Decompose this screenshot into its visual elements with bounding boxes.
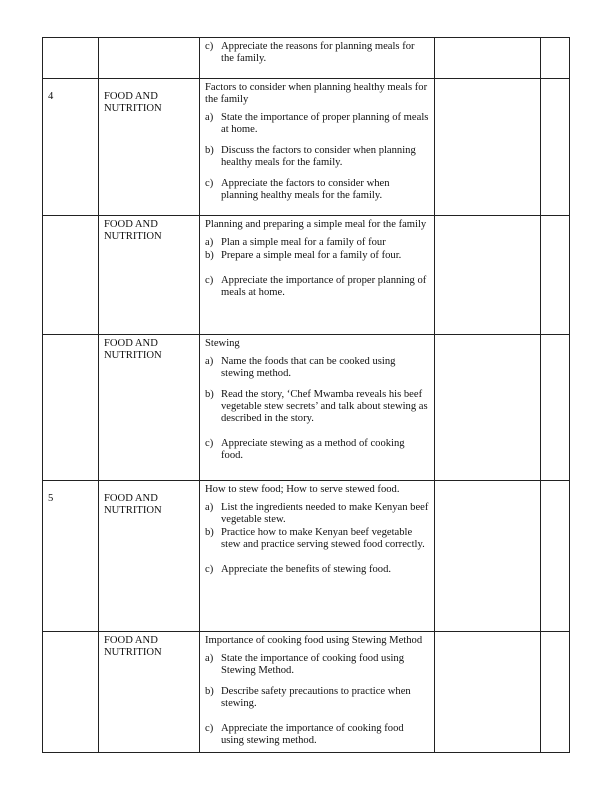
item-label: a) <box>205 112 214 123</box>
week-cell <box>43 335 99 481</box>
item-text: Read the story, ‘Chef Mwamba reveals his beef vegetable stew secrets’ and talk about stewing as described in the story. <box>221 389 428 424</box>
item-label: c) <box>205 438 214 449</box>
topic-title: Stewing <box>205 338 240 349</box>
table-row <box>43 38 570 79</box>
outcomes-cell <box>200 216 435 335</box>
item-label: c) <box>205 178 214 189</box>
table-row <box>43 335 570 481</box>
outcome-item <box>205 41 429 65</box>
topic-title: Planning and preparing a simple meal for the family <box>205 219 427 230</box>
item-label: a) <box>205 653 214 664</box>
item-text: Appreciate the reasons for planning meals for the family. <box>221 41 415 64</box>
item-text: Practice how to make Kenyan beef vegetable stew and practice serving stewed food correctly. <box>221 527 425 550</box>
item-label: a) <box>205 237 214 248</box>
outcome-item <box>205 653 429 677</box>
item-text: Prepare a simple meal for a family of four. <box>221 250 402 261</box>
outcome-item <box>205 686 429 710</box>
item-text: Appreciate stewing as a method of cooking food. <box>221 438 405 461</box>
outcome-item <box>205 502 429 526</box>
subject-cell: FOOD AND NUTRITION <box>99 335 200 481</box>
item-label: c) <box>205 275 214 286</box>
item-text: Describe safety precautions to practice when stewing. <box>221 686 411 709</box>
empty-cell <box>435 481 541 632</box>
outcome-item <box>205 356 429 380</box>
empty-cell <box>541 481 570 632</box>
item-label: a) <box>205 502 214 513</box>
item-text: List the ingredients needed to make Kenyan beef vegetable stew. <box>221 502 429 525</box>
table-row <box>43 216 570 335</box>
table-row <box>43 632 570 753</box>
empty-cell <box>541 38 570 79</box>
item-text: Appreciate the benefits of stewing food. <box>221 564 392 575</box>
item-label: a) <box>205 356 214 367</box>
outcome-item <box>205 723 429 747</box>
outcome-item <box>205 275 429 299</box>
outcomes-cell <box>200 38 435 79</box>
empty-cell <box>435 38 541 79</box>
outcomes-cell <box>200 335 435 481</box>
outcome-item <box>205 564 429 576</box>
item-label: b) <box>205 250 214 261</box>
outcomes-cell <box>200 632 435 753</box>
item-label: b) <box>205 527 214 538</box>
subject-cell: FOOD AND NUTRITION <box>99 481 200 632</box>
outcome-item <box>205 527 429 551</box>
table-row <box>43 481 570 632</box>
empty-cell <box>541 632 570 753</box>
subject-cell: FOOD AND NUTRITION <box>99 216 200 335</box>
outcome-item <box>205 145 429 169</box>
item-text: Appreciate the factors to consider when planning healthy meals for the family. <box>221 178 390 201</box>
week-cell <box>43 632 99 753</box>
item-label: b) <box>205 686 214 697</box>
subject-cell: FOOD AND NUTRITION <box>99 632 200 753</box>
outcome-item <box>205 438 429 462</box>
week-cell: 5 <box>43 481 99 632</box>
empty-cell <box>435 216 541 335</box>
empty-cell <box>541 335 570 481</box>
empty-cell <box>541 79 570 216</box>
item-text: State the importance of cooking food using Stewing Method. <box>221 653 404 676</box>
empty-cell <box>435 335 541 481</box>
outcome-item <box>205 178 429 202</box>
empty-cell <box>435 632 541 753</box>
week-cell: 4 <box>43 79 99 216</box>
item-text: Appreciate the importance of cooking food using stewing method. <box>221 723 404 746</box>
outcomes-cell <box>200 79 435 216</box>
item-text: Name the foods that can be cooked using stewing method. <box>221 356 396 379</box>
item-label: c) <box>205 723 214 734</box>
outcome-item <box>205 250 429 262</box>
item-text: Discuss the factors to consider when planning healthy meals for the family. <box>221 145 416 168</box>
outcome-item <box>205 237 429 249</box>
item-text: Appreciate the importance of proper planning of meals at home. <box>221 275 427 298</box>
outcome-item <box>205 112 429 136</box>
item-label: c) <box>205 564 214 575</box>
item-label: c) <box>205 41 214 52</box>
outcomes-cell <box>200 481 435 632</box>
item-text: Plan a simple meal for a family of four <box>221 237 386 248</box>
week-cell <box>43 216 99 335</box>
item-label: b) <box>205 145 214 156</box>
outcome-item <box>205 389 429 425</box>
scheme-of-work-table <box>42 37 570 753</box>
week-cell <box>43 38 99 79</box>
empty-cell <box>541 216 570 335</box>
topic-title: Factors to consider when planning healthy meals for the family <box>205 82 428 105</box>
table-row <box>43 79 570 216</box>
subject-cell: FOOD AND NUTRITION <box>99 79 200 216</box>
item-label: b) <box>205 389 214 400</box>
topic-title: How to stew food; How to serve stewed food. <box>205 484 400 495</box>
topic-title: Importance of cooking food using Stewing Method <box>205 635 423 646</box>
subject-cell <box>99 38 200 79</box>
empty-cell <box>435 79 541 216</box>
item-text: State the importance of proper planning of meals at home. <box>221 112 429 135</box>
